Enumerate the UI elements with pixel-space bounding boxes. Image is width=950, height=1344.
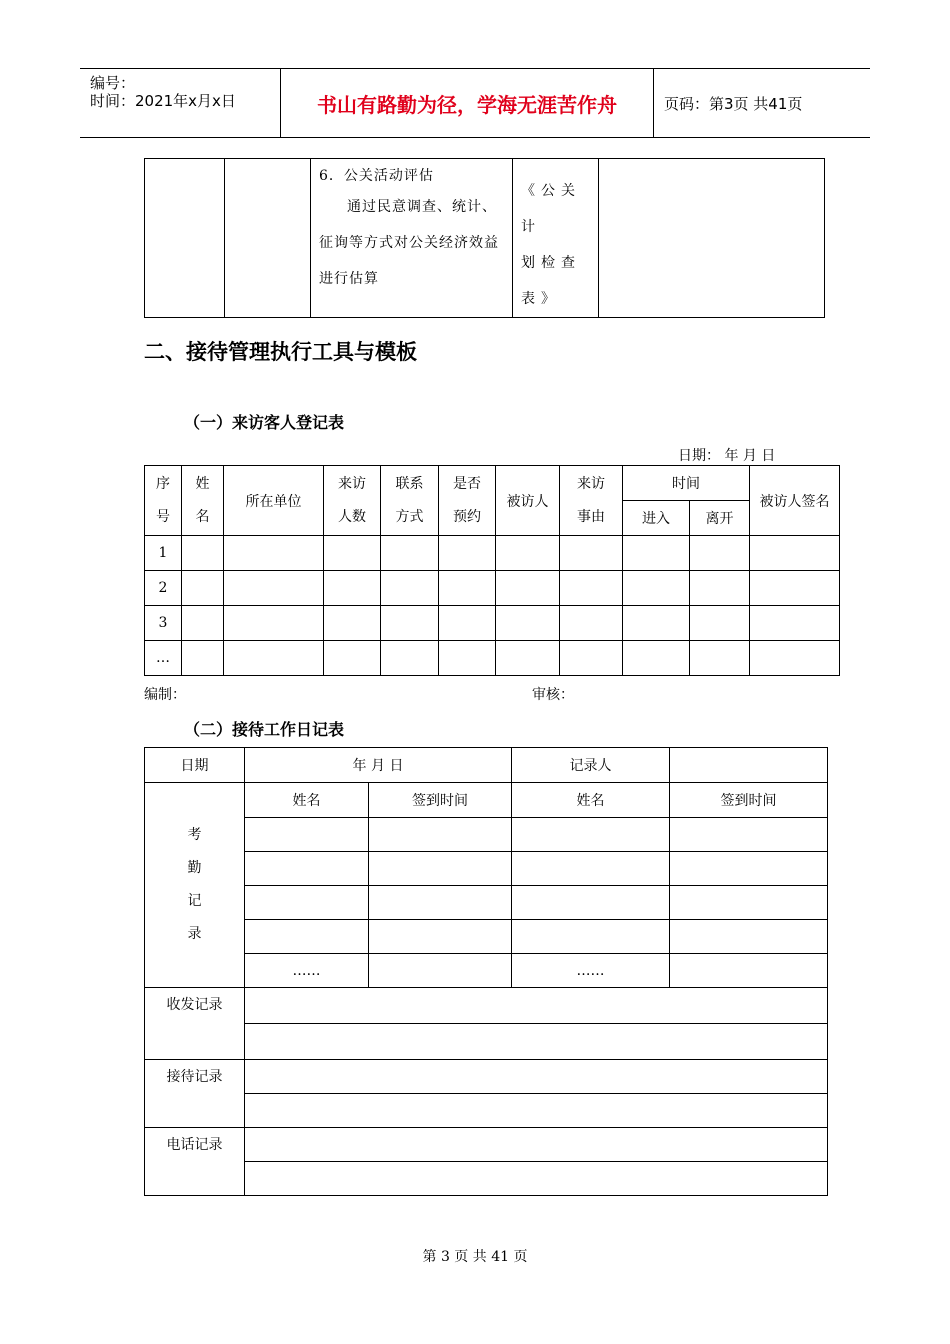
header-signature: 被访人签名: [750, 466, 840, 536]
phone-record-label: 电话记录: [145, 1128, 245, 1196]
attendance-label: 考 勤 记 录: [145, 783, 245, 988]
table-cell: [225, 159, 311, 318]
header-appointment: 是否 预约: [439, 466, 496, 536]
item-title: 6．公关活动评估: [319, 168, 434, 184]
page-label: 页码：第3页 共41页: [664, 94, 803, 113]
visitor-log-table: [144, 465, 840, 676]
reference-text: 划检查: [521, 255, 581, 271]
daily-log-table: [144, 747, 828, 1196]
evaluation-table: [144, 158, 825, 318]
reviewed-by-label: 审核：: [532, 687, 574, 703]
number-label: 编号：: [90, 74, 136, 92]
header-enter: 进入: [623, 501, 690, 536]
col-signin: 签到时间: [369, 783, 512, 818]
table-row: [145, 571, 840, 606]
visitor-log-title: （一）来访客人登记表: [184, 413, 345, 432]
date-value: 年 月 日: [245, 748, 512, 783]
table-cell: [145, 159, 225, 318]
header-time: 时间: [623, 466, 750, 501]
table-cell: [599, 159, 825, 318]
mail-record-label: 收发记录: [145, 988, 245, 1060]
section-title: 二、接待管理执行工具与模板: [144, 340, 417, 364]
motto: 书山有路勤为径，学海无涯苦作舟: [280, 69, 654, 137]
row-number: …: [145, 641, 182, 676]
header-seq: 序 号: [145, 466, 182, 536]
visitor-log-date: 日期： 年 月 日: [678, 448, 776, 464]
table-row: [145, 886, 828, 920]
header-unit: 所在单位: [224, 466, 324, 536]
prepared-by-label: 编制：: [144, 687, 186, 703]
evaluation-item-cell: [311, 159, 513, 318]
col-signin: 签到时间: [670, 783, 828, 818]
ellipsis: ……: [245, 954, 369, 988]
table-row: [145, 954, 828, 988]
header-reason: 来访 事由: [560, 466, 623, 536]
reference-text: 表》: [521, 291, 561, 307]
table-row: [145, 852, 828, 886]
header-contact: 联系 方式: [381, 466, 439, 536]
time-label: 时间：2021年x月x日: [90, 92, 236, 110]
page-header: [80, 68, 870, 138]
header-visitor-count: 来访 人数: [324, 466, 381, 536]
table-row: [145, 641, 840, 676]
reference-cell: [513, 159, 599, 318]
recorder-label: 记录人: [512, 748, 670, 783]
row-number: 1: [145, 536, 182, 571]
row-number: 3: [145, 606, 182, 641]
header-name: 姓 名: [182, 466, 224, 536]
ellipsis: ……: [512, 954, 670, 988]
reference-text: 《公关计: [521, 183, 581, 235]
header-meta: [80, 69, 280, 137]
table-row: [145, 536, 840, 571]
item-body: 征询等方式对公关经济效益: [319, 235, 499, 251]
date-label: 日期: [145, 748, 245, 783]
table-row: [145, 606, 840, 641]
header-leave: 离开: [690, 501, 750, 536]
item-body: 通过民意调查、统计、: [347, 199, 497, 215]
header-visitee: 被访人: [496, 466, 560, 536]
col-name: 姓名: [245, 783, 369, 818]
daily-log-title: （二）接待工作日记表: [184, 720, 345, 739]
recorder-value: [670, 748, 828, 783]
row-number: 2: [145, 571, 182, 606]
table-row: [145, 920, 828, 954]
col-name: 姓名: [512, 783, 670, 818]
table-row: [145, 818, 828, 852]
page-footer: 第 3 页 共 41 页: [422, 1249, 528, 1265]
reception-record-label: 接待记录: [145, 1060, 245, 1128]
item-body: 进行估算: [319, 271, 379, 287]
